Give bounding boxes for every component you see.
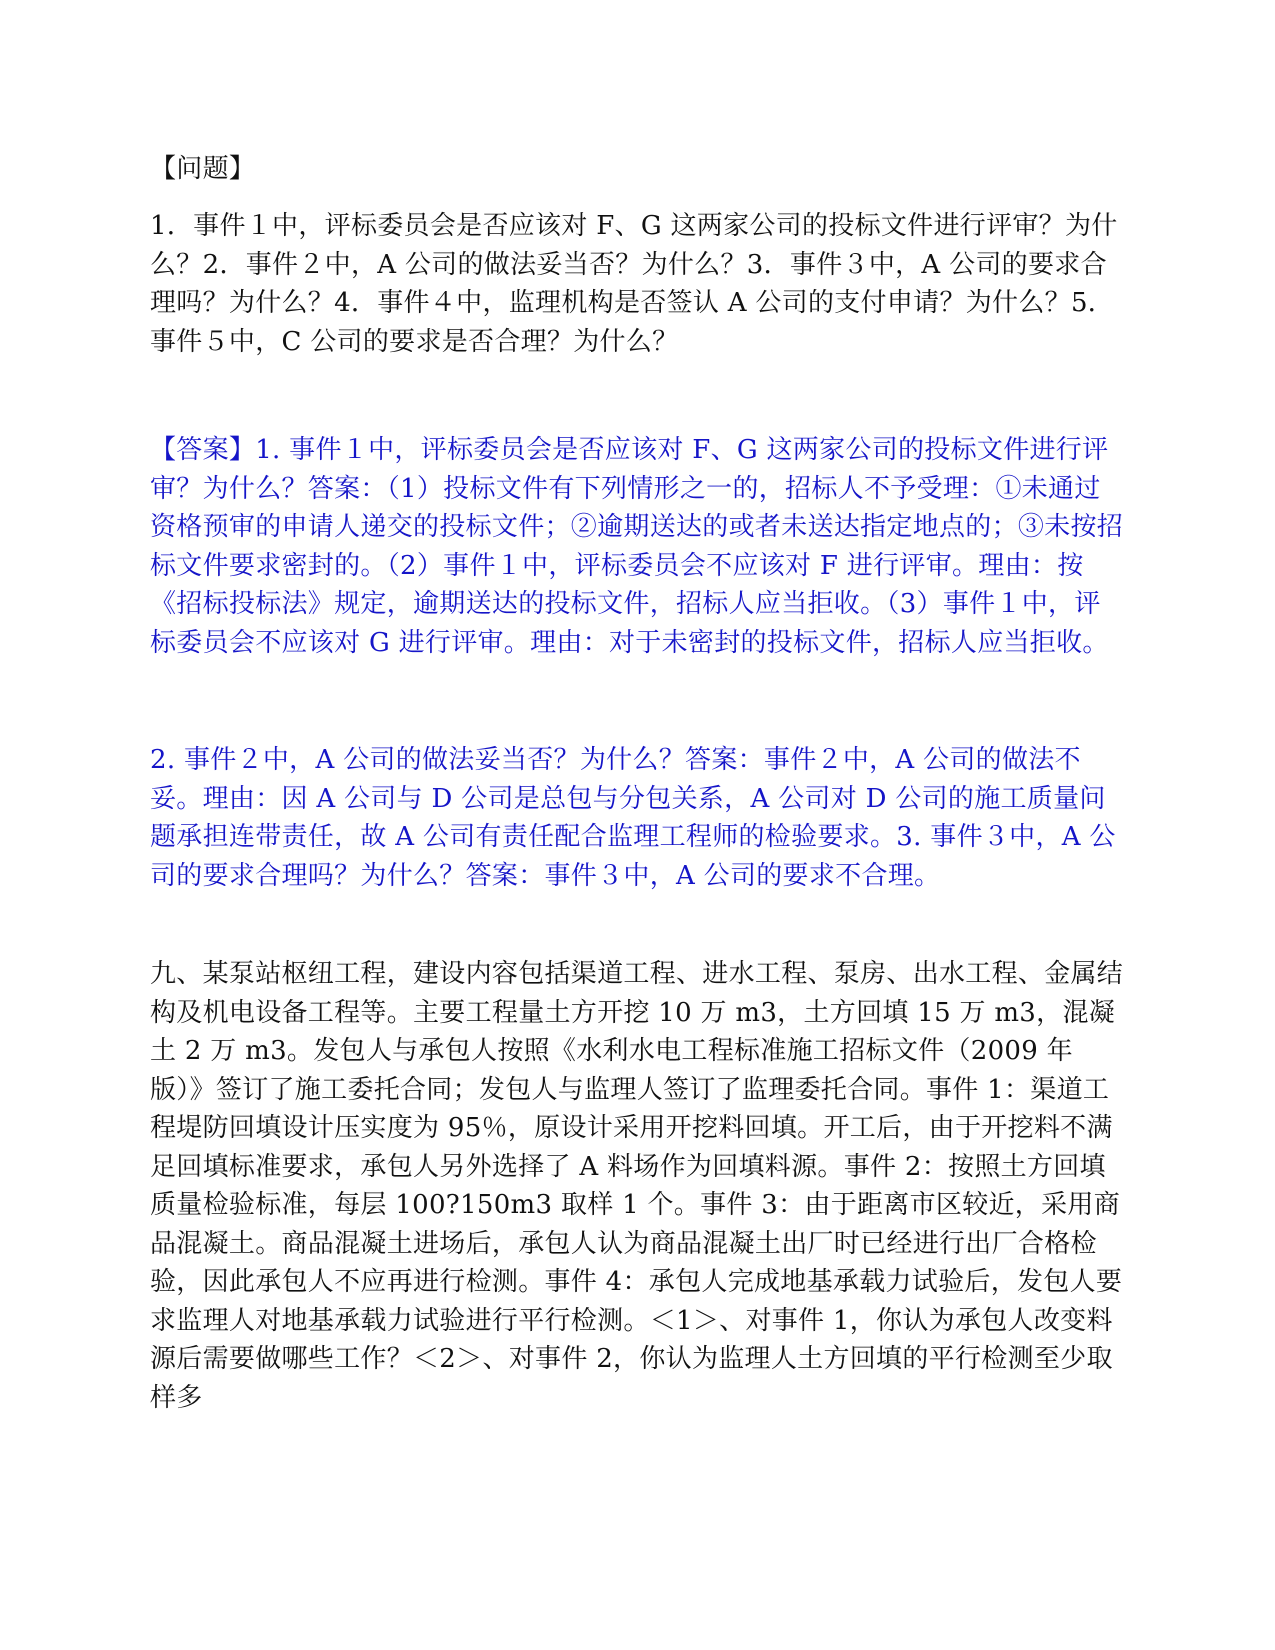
questions-paragraph: 1．事件１中，评标委员会是否应该对 F、G 这两家公司的投标文件进行评审？为什么？2．事件２中，A 公司的做法妥当否？为什么？3．事件３中，A 公司的要求合理吗？为什么？4．事件４中，监理机构是否签认 A 公司的支付申请？为什么？5．事件５中，C 公司的要求是否合理？为什么？: [150, 211, 1118, 357]
case-paragraph-9: 九、某泵站枢纽工程，建设内容包括渠道工程、进水工程、泵房、出水工程、金属结构及机电设备工程等。主要工程量土方开挖 10 万 m3，土方回填 15 万 m3，混凝土 2 万 m3。发包人与承包人按照《水利水电工程标准施工招标文件（2009 年版）》签订了施工委托合同；发包人与监理人签订了监理委托合同。事件 1：渠道工程堤防回填设计压实度为 95％，原设计采用开挖料回填。开工后，由于开挖料不满足回填标准要求，承包人另外选择了 A 料场作为回填料源。事件 2：按照土方回填质量检验标准，每层 100?150m3 取样 1 个。事件 3：由于距离市区较近，采用商品混凝土。商品混凝土进场后，承包人认为商品混凝土出厂时已经进行出厂合格检验，因此承包人不应再进行检测。事件 4：承包人完成地基承载力试验后，发包人要求监理人对地基承载力试验进行平行检测。＜1＞、对事件 1，你认为承包人改变料源后需要做哪些工作？＜2＞、对事件 2，你认为监理人土方回填的平行检测至少取样多: [150, 959, 1124, 1413]
answer-paragraph-2: 2. 事件２中，A 公司的做法妥当否？为什么？答案：事件２中，A 公司的做法不妥。理由：因 A 公司与 D 公司是总包与分包关系，A 公司对 D 公司的施工质量问题承担连带责任，故 A 公司有责任配合监理工程师的检验要求。3. 事件３中，A 公司的要求合理吗？为什么？答案：事件３中，A 公司的要求不合理。: [150, 745, 1116, 891]
section-heading: 【问题】: [150, 154, 256, 184]
answer-paragraph-1: 【答案】1. 事件１中，评标委员会是否应该对 F、G 这两家公司的投标文件进行评审？为什么？答案：（1）投标文件有下列情形之一的，招标人不予受理：①未通过资格预审的申请人递交的投标文件；②逾期送达的或者未送达指定地点的；③未按招标文件要求密封的。（2）事件１中，评标委员会不应该对 F 进行评审。理由：按《招标投标法》规定，逾期送达的投标文件，招标人应当拒收。（3）事件１中，评标委员会不应该对 G 进行评审。理由：对于未密封的投标文件，招标人应当拒收。: [150, 435, 1124, 658]
